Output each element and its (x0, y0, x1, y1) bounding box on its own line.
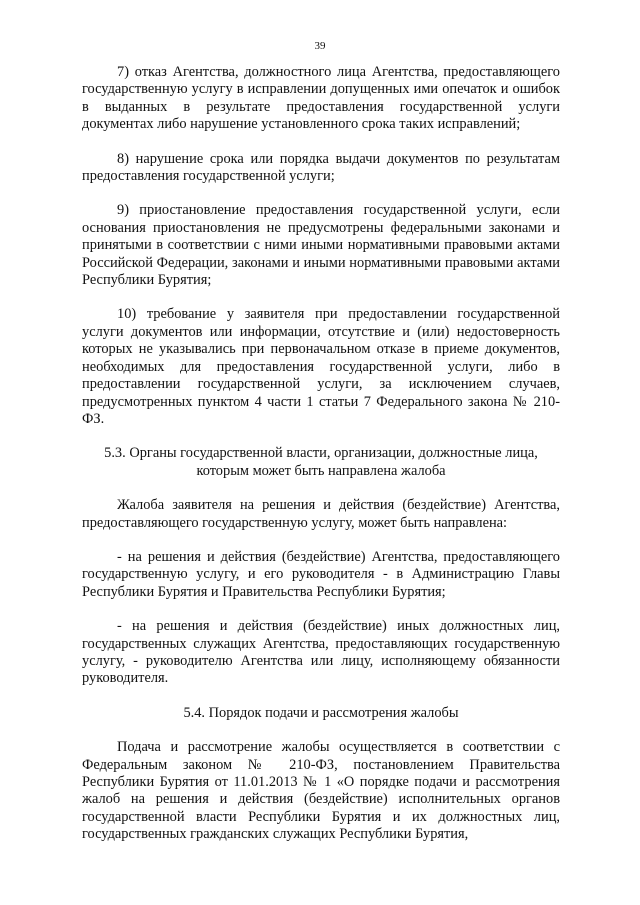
section-5-3-paragraph-intro: Жалоба заявителя на решения и действия (бездействие) Агентства, предоставляющего государственную услугу, может быть направлена: (82, 497, 560, 531)
section-5-3-paragraph-officials: - на решения и действия (бездействие) иных должностных лиц, государственных служащих Агентства, предоставляющих государственную услугу, - руководителю Агентства или лицу, исполняющему обязанности руководителя. (82, 618, 560, 687)
document-body (82, 64, 560, 861)
paragraph-item-10: 10) требование у заявителя при предоставлении государственной услуги документов или информации, отсутствие и (или) недостоверность которых не указывались при первоначальном отказе в приеме документов, необходимых для предоставления государственной услуги, либо в предоставлении государственной услуги, за исключением случаев, предусмотренных пунктом 4 части 1 статьи 7 Федерального закона № 210-ФЗ. (82, 306, 560, 427)
paragraph-item-8: 8) нарушение срока или порядка выдачи документов по результатам предоставления государственной услуги; (82, 150, 560, 185)
section-5-4-heading: 5.4. Порядок подачи и рассмотрения жалобы (183, 704, 459, 721)
section-5-3-paragraph-agency: - на решения и действия (бездействие) Агентства, предоставляющего государственную услугу, и его руководителя - в Администрацию Главы Республики Бурятия и Правительства Республики Бурятия; (82, 548, 560, 600)
page-number: 39 (314, 40, 326, 52)
section-5-3-heading (82, 445, 560, 480)
paragraph-item-9: 9) приостановление предоставления государственной услуги, если основания приостановления не предусмотрены федеральными законами и принятыми в соответствии с ними иными нормативными правовыми актами Российской Федерации, законами и иными нормативными правовыми актами Республики Бурятия; (82, 202, 560, 289)
paragraph-item-7: 7) отказ Агентства, должностного лица Агентства, предоставляющего государственную услугу в исправлении допущенных ими опечаток и ошибок в выданных в результате предоставления государственной услуги документах либо нарушение установленного срока таких исправлений; (82, 64, 560, 133)
section-5-4-paragraph: Подача и рассмотрение жалобы осуществляется в соответствии с Федеральным законом № 210-ФЗ, постановлением Правительства Республики Бурятия от 11.01.2013 № 1 «О порядке подачи и рассмотрения жалоб на решения и действия (бездействие) исполнительных органов государственной власти Республики Бурятия и их должностных лиц, государственных гражданских служащих Республики Бурятия, (82, 739, 560, 843)
section-5-3-heading-line2: которым может быть направлена жалоба (196, 462, 446, 479)
section-5-3-heading-line1: 5.3. Органы государственной власти, организации, должностные лица, (104, 445, 538, 462)
